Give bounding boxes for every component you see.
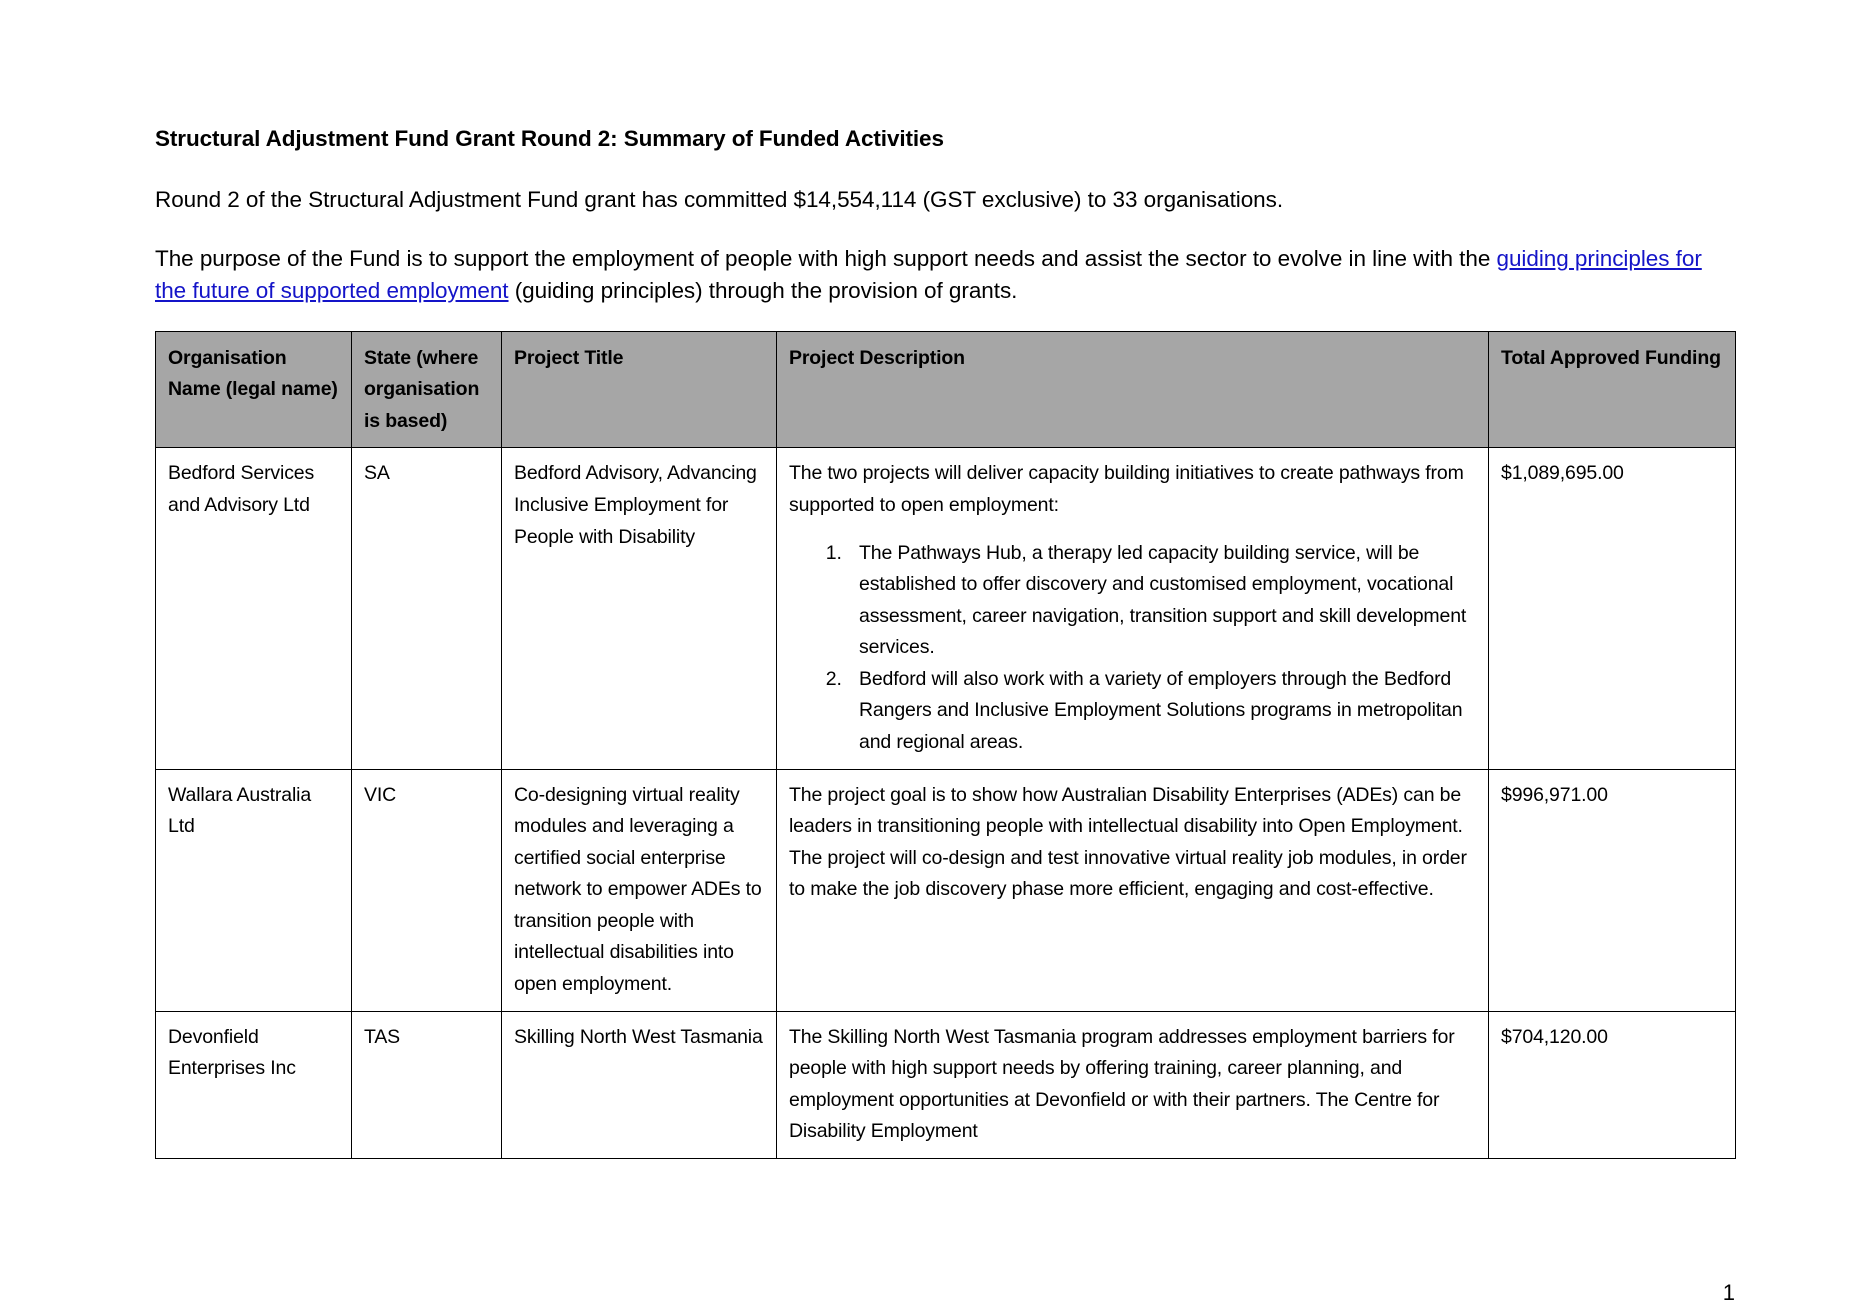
cell-total-approved-funding: $704,120.00 [1489, 1011, 1736, 1158]
column-header-project-title: Project Title [502, 331, 777, 448]
document-content [155, 125, 1735, 1305]
cell-organisation-name: Devonfield Enterprises Inc [156, 1011, 352, 1158]
list-item: 1. The Pathways Hub, a therapy led capacity building service, will be established to offer discovery and customised employment, vocational assessment, career navigation, transition support and skill development services. [847, 538, 1477, 664]
table-row [156, 1011, 1736, 1158]
document-title: Structural Adjustment Fund Grant Round 2: Summary of Funded Activities [155, 126, 944, 151]
cell-state: TAS [352, 1011, 502, 1158]
cell-project-description: The Skilling North West Tasmania program addresses employment barriers for people with high support needs by offering training, career planning, and employment opportunities at Devonfield or with their partners. The Centre for Disability Employment [777, 1011, 1489, 1158]
cell-total-approved-funding: $1,089,695.00 [1489, 448, 1736, 769]
cell-state: SA [352, 448, 502, 769]
column-header-organisation-name: Organisation Name (legal name) [156, 331, 352, 448]
table-row [156, 448, 1736, 769]
column-header-state: State (where organisation is based) [352, 331, 502, 448]
cell-organisation-name: Bedford Services and Advisory Ltd [156, 448, 352, 769]
description-ordered-list [789, 538, 1477, 759]
cell-project-description: The project goal is to show how Australian Disability Enterprises (ADEs) can be leaders in transitioning people with intellectual disability into Open Employment. The project will co-design and test innovative virtual reality job modules, in order to make the job discovery phase more efficient, engaging and cost-effective. [777, 769, 1489, 1011]
description-intro: The two projects will deliver capacity building initiatives to create pathways from supported to open employment: [789, 462, 1464, 516]
cell-state: VIC [352, 769, 502, 1011]
table-row [156, 769, 1736, 1011]
cell-organisation-name: Wallara Australia Ltd [156, 769, 352, 1011]
column-header-total-approved-funding: Total Approved Funding [1489, 331, 1736, 448]
funded-activities-table [155, 331, 1736, 1159]
cell-total-approved-funding: $996,971.00 [1489, 769, 1736, 1011]
page-number: 1 [1722, 1280, 1735, 1305]
cell-project-title: Bedford Advisory, Advancing Inclusive Employment for People with Disability [502, 448, 777, 769]
table-header-row [156, 331, 1736, 448]
guiding-principles-link[interactable]: guiding principles for the future of supported employment [155, 245, 1702, 303]
cell-project-title: Co-designing virtual reality modules and leveraging a certified social enterprise network to empower ADEs to transition people with intellectual disabilities into open employment. [502, 769, 777, 1011]
cell-project-description [777, 448, 1489, 769]
cell-project-title: Skilling North West Tasmania [502, 1011, 777, 1158]
purpose-text-after-link: (guiding principles) through the provision of grants. [508, 277, 1018, 303]
intro-paragraph-funding-total: Round 2 of the Structural Adjustment Fund grant has committed $14,554,114 (GST exclusive) to 33 organisations. [155, 186, 1284, 212]
purpose-paragraph [155, 243, 1735, 307]
purpose-text-before-link: The purpose of the Fund is to support the employment of people with high support needs and assist the sector to evolve in line with the [155, 245, 1497, 271]
list-item: 2. Bedford will also work with a variety of employers through the Bedford Rangers and Inclusive Employment Solutions programs in metropolitan and regional areas. [847, 664, 1477, 759]
column-header-project-description: Project Description [777, 331, 1489, 448]
